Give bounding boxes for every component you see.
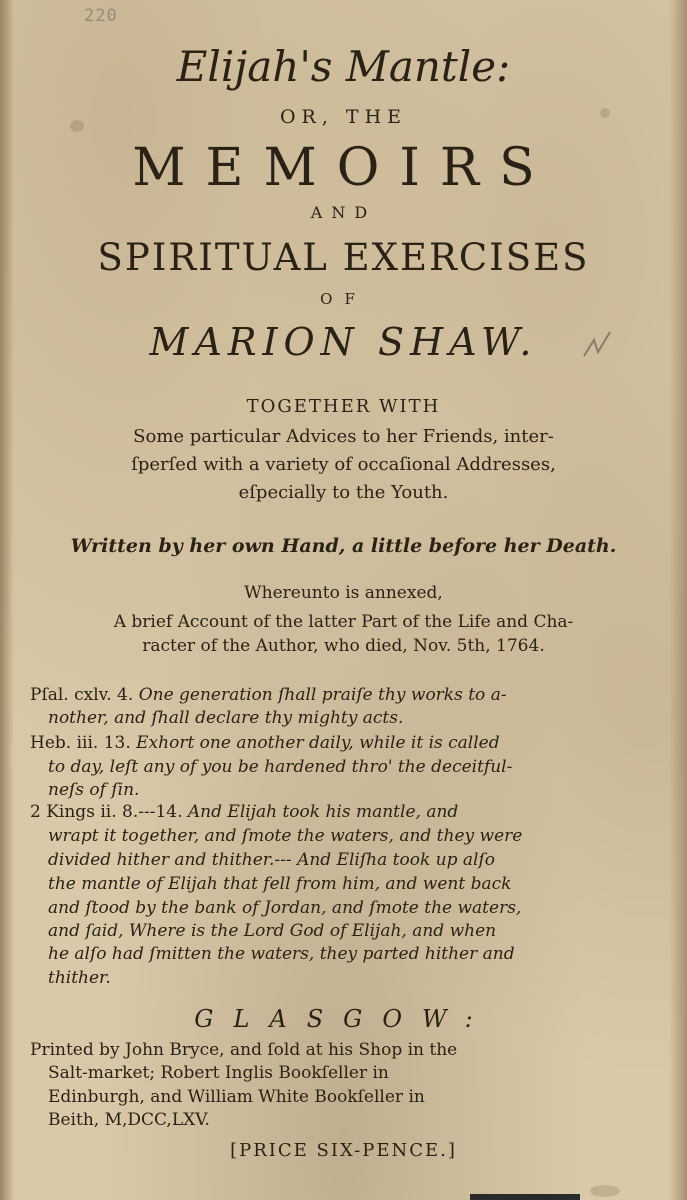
subtitle-line-4: eſpecially to the Youth. <box>238 482 449 503</box>
epigraph-line: and ſaid, Where is the Lord God of Elijah, and when <box>48 921 497 941</box>
epigraph-line: thither. <box>48 968 111 988</box>
epigraph-text: One generation ſhall praiſe thy works to a- <box>138 685 507 705</box>
imprint-line-3: Edinburgh, and William White Bookſeller in <box>48 1087 425 1107</box>
subtitle-line-2: Some particular Advices to her Friends, inter- <box>133 426 554 447</box>
epigraph-line: the mantle of Elijah that fell from him, and went back <box>48 874 512 894</box>
epigraph-text: And Elijah took his mantle, and <box>187 802 459 822</box>
annex-line-1: Whereunto is annexed, <box>244 583 443 603</box>
title-line-5: SPIRITUAL EXERCISES <box>97 236 590 279</box>
epigraph-kings <box>30 802 458 822</box>
epigraph-ref: 2 Kings ii. 8.---14. <box>30 802 183 822</box>
epigraph-line: divided hither and thither.--- And Eliſha took up alſo <box>48 850 495 870</box>
title-line-3: MEMOIRS <box>132 138 555 198</box>
epigraph-line: to day, leſt any of you be hardened thro' the deceitful- <box>48 757 513 777</box>
binding-band <box>470 1194 580 1200</box>
epigraph-line: wrapt it together, and ſmote the waters, and they were <box>48 826 523 846</box>
title-line-1: Elijah's Mantle: <box>176 42 511 91</box>
title-line-2: OR, THE <box>279 106 408 128</box>
price-line: [PRICE SIX-PENCE.] <box>230 1140 457 1161</box>
subtitle-line-1: TOGETHER WITH <box>246 396 441 417</box>
imprint-line-1: Printed by John Bryce, and ſold at his Shop in the <box>30 1040 458 1060</box>
imprint-city: GLASGOW: <box>194 1005 493 1033</box>
epigraph-psalm <box>30 685 507 705</box>
imprint-line-2: Salt-market; Robert Inglis Bookſeller in <box>48 1063 389 1083</box>
epigraph-line: nother, and ſhall declare thy mighty acts. <box>48 708 404 728</box>
ink-smudge <box>590 1185 620 1197</box>
title-line-6: OF <box>320 290 367 308</box>
epigraph-line: he alſo had ſmitten the waters, they parted hither and <box>48 944 515 964</box>
annex-line-3: racter of the Author, who died, Nov. 5th, 1764. <box>142 636 545 656</box>
epigraph-ref: Pſal. cxlv. 4. <box>30 685 134 705</box>
epigraph-ref: Heb. iii. 13. <box>30 733 131 753</box>
imprint-line-4: Beith, M,DCC,LXV. <box>48 1110 210 1130</box>
shelf-mark: 220 <box>84 6 118 26</box>
pencil-annotation-icon <box>580 326 620 366</box>
subtitle-line-3: ſperſed with a variety of occaſional Addresses, <box>131 454 556 475</box>
author-name: MARION SHAW. <box>149 320 538 364</box>
epigraph-line: and ſtood by the bank of Jordan, and ſmote the waters, <box>48 898 522 918</box>
epigraph-hebrews <box>30 733 500 753</box>
title-line-4: AND <box>310 203 377 222</box>
epigraph-line: neſs of ſin. <box>48 780 140 800</box>
epigraph-text: Exhort one another daily, while it is called <box>136 733 500 753</box>
annex-line-2: A brief Account of the latter Part of the Life and Cha- <box>113 612 574 632</box>
authorship-line: Written by her own Hand, a little before her Death. <box>70 535 617 557</box>
